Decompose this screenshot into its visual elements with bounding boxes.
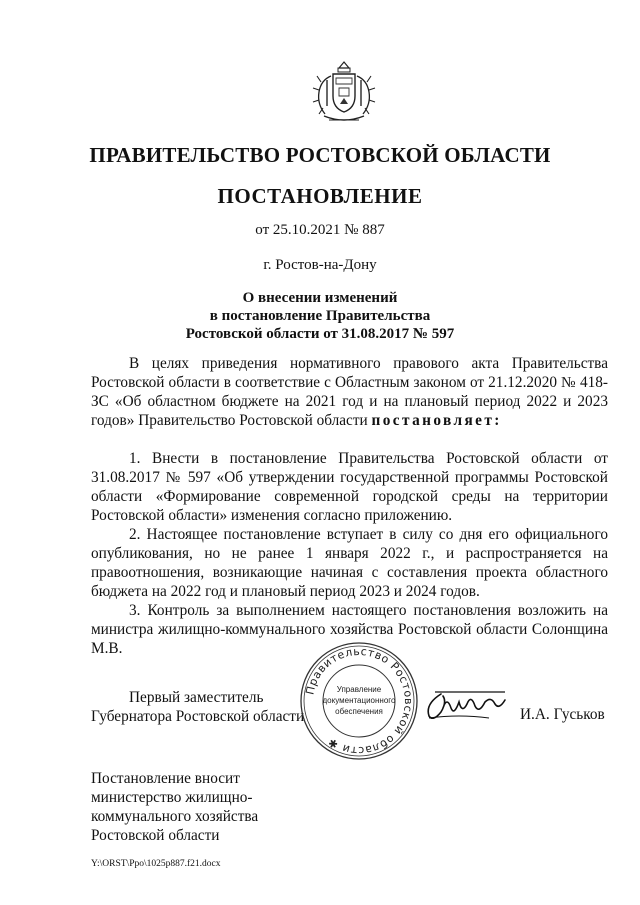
introduced-by-line: Постановление вносит xyxy=(91,770,240,787)
preamble xyxy=(91,354,608,430)
signer-name: И.А. Гуськов xyxy=(520,706,605,723)
introduced-by-line: министерство жилищно- xyxy=(91,789,253,806)
decree-point: 1. Внести в постановление Правительства Ростовской области от 31.08.2017 № 597 «Об утверждении государственной программы Ростовской области «Формирование современной городской среды на территории Ростовской области» изменения согласно приложению. xyxy=(91,450,608,524)
svg-text:Управление: Управление xyxy=(336,685,382,694)
document-date-number: от 25.10.2021 № 887 xyxy=(255,222,385,238)
decree-point: 2. Настоящее постановление вступает в силу со дня его официального опубликования, но не ранее 1 января 2022 г., и распространяется на правоотношения, возникающие начиная с составления проекта областного бюджета на 2022 год и плановый период 2023 и 2024 годов. xyxy=(91,526,608,600)
document-title xyxy=(0,289,640,343)
introduced-by-line: Ростовской области xyxy=(91,827,220,844)
title-line: в постановление Правительства xyxy=(209,308,431,324)
organization-name: ПРАВИТЕЛЬСТВО РОСТОВСКОЙ ОБЛАСТИ xyxy=(89,143,551,167)
official-seal-icon xyxy=(298,640,420,762)
svg-text:Правительство Ростовской облас: Правительство Ростовской области ✱ xyxy=(303,644,416,758)
svg-text:обеспечения: обеспечения xyxy=(335,707,383,716)
signer-position-line: Губернатора Ростовской области xyxy=(91,708,305,725)
document-type: ПОСТАНОВЛЕНИЕ xyxy=(217,184,423,208)
handwritten-signature-icon xyxy=(425,688,517,724)
svg-text:документационного: документационного xyxy=(322,696,396,705)
preamble-text: В целях приведения нормативного правового акта Правительства Ростовской области в соответствие с Областным законом от 21.12.2020 № 418-ЗС «Об областном бюджете на 2021 год и на плановый период 2022 и 2023 годов» Правительство Ростовской области xyxy=(91,355,608,429)
introduced-by-line: коммунального хозяйства xyxy=(91,808,259,825)
introduced-by xyxy=(91,769,258,845)
file-path: Y:\ORST\Ppo\1025p887.f21.docx xyxy=(91,859,221,869)
coat-of-arms-icon xyxy=(309,58,379,128)
decree-points xyxy=(91,449,608,658)
document-city: г. Ростов-на-Дону xyxy=(263,257,377,273)
signer-position xyxy=(91,688,304,726)
decree-word: постановляет: xyxy=(371,412,502,429)
title-line: О внесении изменений xyxy=(242,290,398,306)
title-line: Ростовской области от 31.08.2017 № 597 xyxy=(185,326,455,342)
decree-point: 3. Контроль за выполнением настоящего постановления возложить на министра жилищно-коммунального хозяйства Ростовской области Солонщина М.В. xyxy=(91,602,608,657)
signer-position-line: Первый заместитель xyxy=(129,689,264,706)
